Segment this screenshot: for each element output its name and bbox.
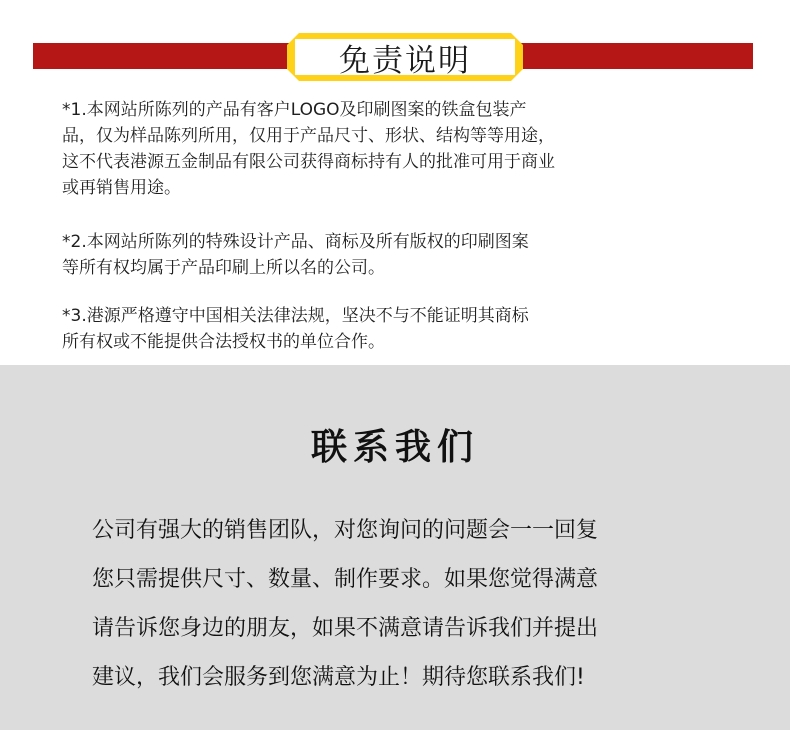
paragraph-line: 所有权或不能提供合法授权书的单位合作。 — [62, 332, 385, 352]
contact-line: 公司有强大的销售团队，对您询问的问题会一一回复 — [92, 518, 599, 543]
disclaimer-title: 免责说明 — [339, 42, 471, 79]
contact-section — [0, 365, 790, 730]
disclaimer-paragraph-3 — [62, 303, 732, 355]
contact-line: 您只需提供尺寸、数量、制作要求。如果您觉得满意 — [92, 567, 599, 592]
disclaimer-paragraph-2 — [62, 229, 732, 281]
paragraph-line: *1.本网站所陈列的产品有客户LOGO及印刷图案的铁盒包装产 — [62, 100, 527, 120]
contact-line: 建议，我们会服务到您满意为止！期待您联系我们! — [92, 665, 585, 690]
disclaimer-paragraph-1 — [62, 97, 732, 201]
contact-body — [92, 506, 712, 702]
paragraph-line: 等所有权均属于产品印刷上所以名的公司。 — [62, 258, 385, 278]
contact-line: 请告诉您身边的朋友，如果不满意请告诉我们并提出 — [92, 616, 599, 641]
disclaimer-banner — [0, 27, 790, 89]
paragraph-line: 这不代表港源五金制品有限公司获得商标持有人的批准可用于商业 — [62, 152, 555, 172]
paragraph-line: 或再销售用途。 — [62, 178, 181, 198]
paragraph-line: *3.港源严格遵守中国相关法律法规，坚决不与不能证明其商标 — [62, 306, 529, 326]
contact-title: 联系我们 — [310, 427, 479, 468]
banner-title-box — [285, 31, 525, 83]
paragraph-line: *2.本网站所陈列的特殊设计产品、商标及所有版权的印刷图案 — [62, 232, 529, 252]
paragraph-line: 品，仅为样品陈列所用，仅用于产品尺寸、形状、结构等等用途， — [62, 126, 555, 146]
